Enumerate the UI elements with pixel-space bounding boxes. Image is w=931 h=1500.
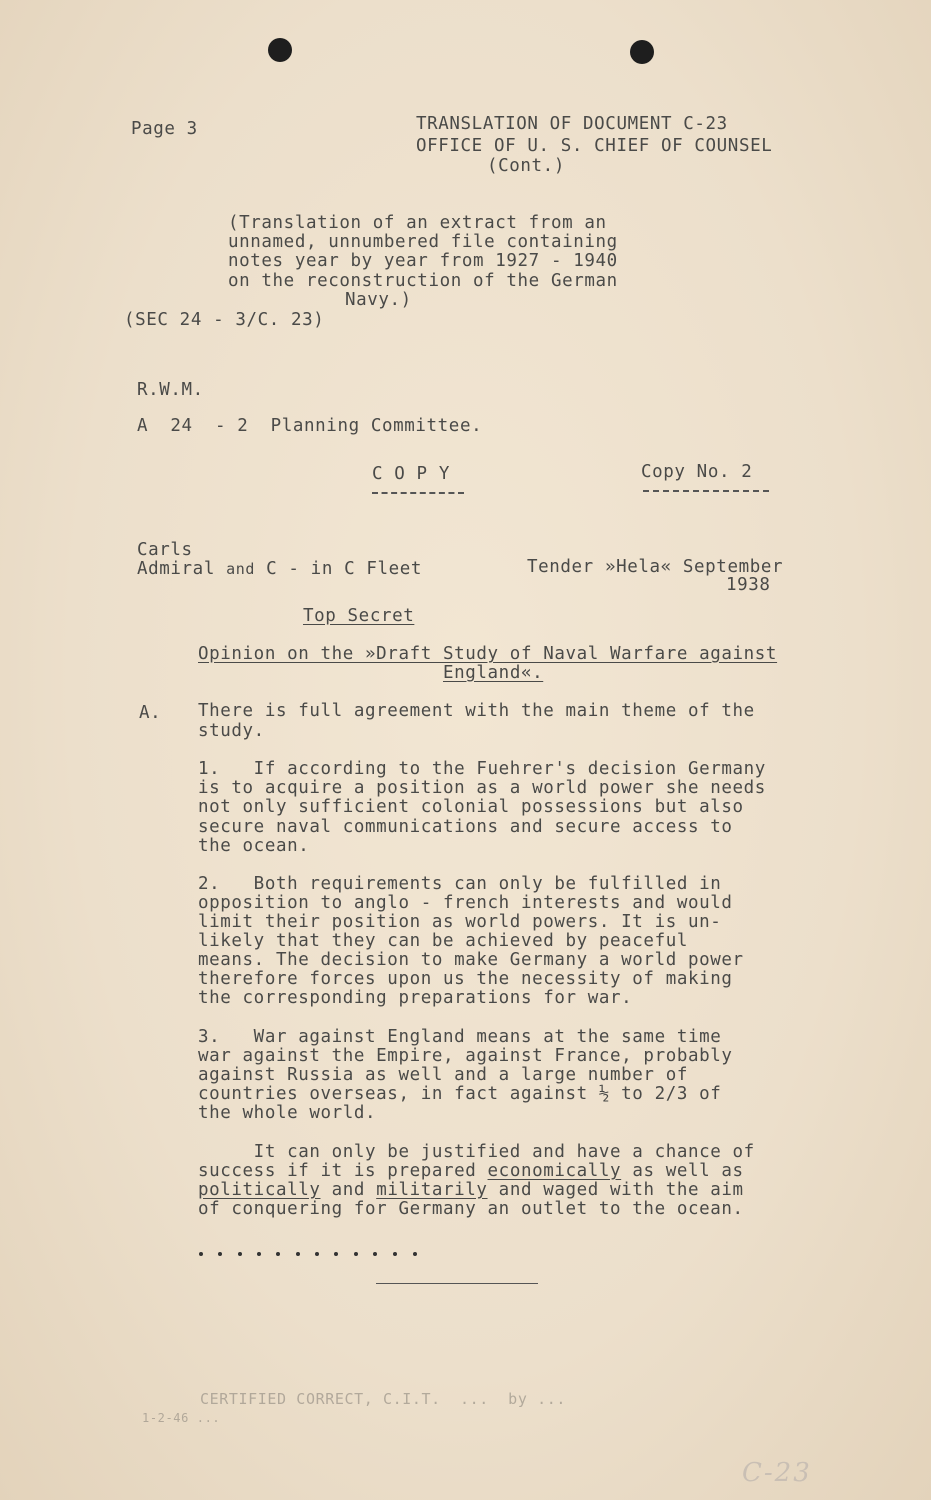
para1-line-1: 1. If according to the Fuehrer's decision Germany bbox=[198, 759, 766, 779]
subject-line-1: Opinion on the »Draft Study of Naval Warfare against bbox=[198, 644, 778, 664]
intro-line-2: unnamed, unnumbered file containing bbox=[228, 232, 618, 252]
para4-line-3: politically and militarily and waged with the aim bbox=[198, 1180, 744, 1200]
title-line-1: TRANSLATION OF DOCUMENT C-23 bbox=[416, 114, 728, 134]
punch-hole-left bbox=[268, 38, 292, 62]
intro-line-5: Navy.) bbox=[345, 290, 412, 310]
para2-line-3: limit their position as world powers. It is un- bbox=[198, 912, 722, 932]
para3-line-1: 3. War against England means at the same time bbox=[198, 1027, 722, 1047]
faint-footer-note: 1-2-46 ... bbox=[142, 1411, 221, 1425]
faint-certification: CERTIFIED CORRECT, C.I.T. ... by ... bbox=[200, 1390, 566, 1408]
para3-line-3: against Russia as well and a large number of bbox=[198, 1065, 688, 1085]
para2-line-7: the corresponding preparations for war. bbox=[198, 988, 633, 1008]
punch-hole-right bbox=[630, 40, 654, 64]
para2-line-5: means. The decision to make Germany a world power bbox=[198, 950, 744, 970]
para4-line-4: of conquering for Germany an outlet to the ocean. bbox=[198, 1199, 744, 1219]
para4-line-2: success if it is prepared economically as well as bbox=[198, 1161, 744, 1181]
para3-line-2: war against the Empire, against France, probably bbox=[198, 1046, 733, 1066]
rwm-label: R.W.M. bbox=[137, 380, 204, 400]
copy-label-rule bbox=[372, 492, 464, 494]
para1-line-4: secure naval communications and secure access to bbox=[198, 817, 733, 837]
para2-line-1: 2. Both requirements can only be fulfilled in bbox=[198, 874, 722, 894]
section-a-line-1: There is full agreement with the main theme of the bbox=[198, 701, 755, 721]
para3-line-4: countries overseas, in fact against ½ to 2/3 of bbox=[198, 1084, 722, 1104]
section-a-label: A. bbox=[139, 703, 162, 723]
classification: Top Secret bbox=[303, 606, 415, 626]
title-line-3: (Cont.) bbox=[487, 156, 565, 176]
intro-line-3: notes year by year from 1927 - 1940 bbox=[228, 251, 618, 271]
para1-line-3: not only sufficient colonial possessions but also bbox=[198, 797, 744, 817]
intro-line-4: on the reconstruction of the German bbox=[228, 271, 618, 291]
location-year: 1938 bbox=[726, 575, 771, 595]
para4-line-1: It can only be justified and have a chance of bbox=[198, 1142, 755, 1162]
closing-rule bbox=[376, 1283, 538, 1284]
sender-title: Admiral and C - in C Fleet bbox=[137, 559, 423, 579]
file-reference: (SEC 24 - 3/C. 23) bbox=[124, 310, 325, 330]
sender-name: Carls bbox=[137, 540, 193, 560]
para1-line-5: the ocean. bbox=[198, 836, 310, 856]
handwritten-document-mark: C-23 bbox=[742, 1458, 812, 1488]
copy-number-rule bbox=[643, 490, 769, 492]
para2-line-6: therefore forces upon us the necessity of making bbox=[198, 969, 733, 989]
section-a-line-2: study. bbox=[198, 721, 265, 741]
para2-line-4: likely that they can be achieved by peaceful bbox=[198, 931, 688, 951]
para1-line-2: is to acquire a position as a world power she needs bbox=[198, 778, 766, 798]
title-line-2: OFFICE OF U. S. CHIEF OF COUNSEL bbox=[416, 136, 773, 156]
location-line: Tender »Hela« September bbox=[527, 557, 784, 577]
subject-line-2: England«. bbox=[443, 663, 544, 683]
page-label: Page 3 bbox=[131, 119, 198, 139]
copy-label: C O P Y bbox=[372, 464, 450, 484]
copy-number: Copy No. 2 bbox=[641, 462, 753, 482]
planning-committee: A 24 - 2 Planning Committee. bbox=[137, 416, 483, 436]
intro-line-1: (Translation of an extract from an bbox=[228, 213, 607, 233]
para2-line-2: opposition to anglo - french interests and would bbox=[198, 893, 733, 913]
para3-line-5: the whole world. bbox=[198, 1103, 377, 1123]
